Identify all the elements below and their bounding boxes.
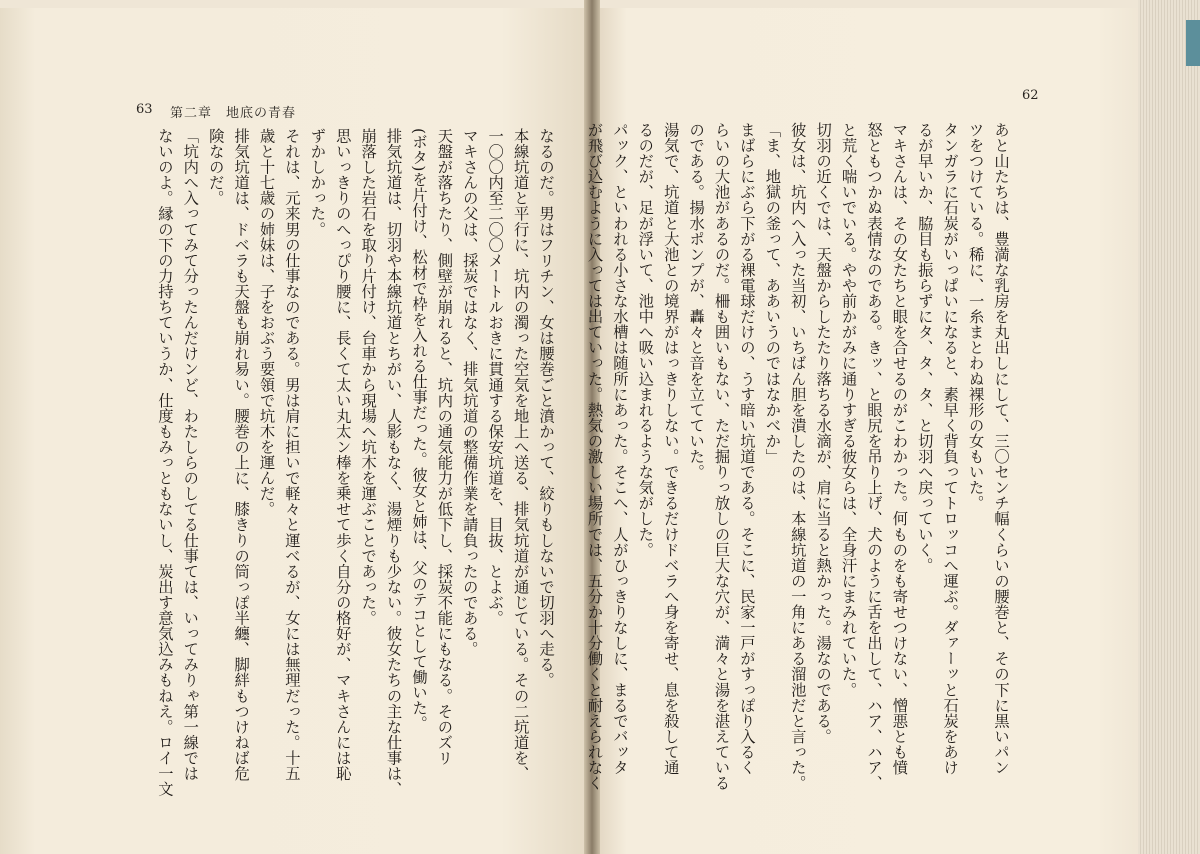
text-line: 天盤が落ちたり、側壁が崩れると、坑内の通気能力が低下し、採炭不能にもなる。そのズリ — [435, 128, 454, 766]
text-line: それは、元来男の仕事なのである。男は肩に担いで軽々と運べるが、女には無理だった。十五 — [282, 128, 301, 782]
text-line: るが早いか、脇目も振らずにタ、タ、タ、と切羽へ戻っていく。 — [915, 122, 934, 573]
text-line: 険なのだ。 — [206, 128, 225, 206]
text-line: 切羽の近くでは、天盤からしたたり落ちる水滴が、肩に当ると熱かった。湯なのである。 — [814, 122, 833, 744]
text-line: あと山たちは、豊満な乳房を丸出しにして、三〇センチ幅くらいの腰巻と、その下に黒いパン — [992, 122, 1010, 776]
text-line: 思いっきりのへっぴり腰に、長くて太い丸太ン棒を乗せて歩く自分の格好が、マキさんには恥 — [333, 128, 352, 782]
text-line: 本線坑道と平行に、坑内の濁った空気を地上へ送る、排気坑道が通じている。その二坑道を、 — [511, 128, 530, 782]
text-line: らいの大池があるのだ。柵も囲いもない、ただ掘りっ放しの巨大な穴が、満々と湯を湛えている — [712, 122, 731, 791]
text-line: 排気坑道は、ドベラも天盤も崩れ易い。腰巻の上に、膝きりの筒っぽ半纏、脚絆もつけねば危 — [232, 128, 251, 782]
text-line: ないのよ。縁の下の力持ちていうか、仕度もみっともないし、炭出す意気込みもねえ。ロイ一文 — [155, 128, 174, 797]
text-line: 怒ともつかぬ表情なのである。きッ、と眼尻を吊り上げ、犬のように舌を出して、ハア、ハア、 — [864, 122, 883, 791]
text-line: 「坑内へ入ってみて分ったんだけンど、わたしらのしてる仕事ては、いってみりゃ第一線では — [181, 128, 200, 782]
text-line: ツをつけている。稀に、一糸まとわぬ裸形の女もいた。 — [966, 122, 985, 511]
right-page-number: 62 — [1022, 88, 1039, 103]
text-line: (ボタ)を片付け、松材で枠を入れる仕事だった。彼女と姉は、父のテコとして働いた。 — [409, 128, 428, 732]
text-line: と荒く喘いでいる。やや前かがみに通りすぎる彼女らは、全身汗にまみれていた。 — [839, 122, 858, 698]
text-line: タンガラに石炭がいっぱいになると、素早く背負ってトロッコへ運ぶ。ダァーッと石炭をあけ — [941, 122, 960, 776]
text-line: 彼女は、坑内へ入った当初、いちばん胆を潰したのは、本線坑道の一角にある溜池だと言った。 — [788, 122, 807, 791]
text-line: 排気坑道は、切羽や本線坑道とちがい、人影もなく、湯煙りも少ない。彼女たちの主な仕事は、 — [384, 128, 403, 797]
text-line: 歳と十七歳の姉妹は、子をおぶう要領で坑木を運んだ。 — [257, 128, 276, 517]
text-line: ずかしかった。 — [308, 128, 327, 237]
text-line: が飛び込むように入っては出ていった。熱気の激しい場所では、五分か十分働くと耐えられなく — [585, 122, 604, 791]
fore-edge — [1138, 0, 1200, 854]
text-line: マキさんは、その女たちと眼を合せるのがこわかった。何ものをも寄せつけない、憎悪とも憤 — [890, 122, 909, 776]
left-page-text — [128, 128, 558, 828]
left-page-number: 63 — [136, 102, 153, 117]
text-line: のである。揚水ポンプが、轟々と音を立てていた。 — [687, 122, 706, 480]
running-title: 第二章 地底の青春 — [170, 106, 297, 121]
text-line: パック、といわれる小さな水槽は随所にあった。そこへ、人がひっきりなしに、まるでバッタ — [610, 122, 629, 776]
text-line: 「ま、地獄の釜って、ああいうのではなかべか」 — [763, 122, 782, 465]
text-line: 一〇〇内至二〇〇メートルおきに貫通する保安坑道を、目抜、とよぶ。 — [486, 128, 505, 626]
text-line: 崩落した岩石を取り片付け、台車から現場へ坑木を運ぶことであった。 — [359, 128, 378, 626]
text-line: まばらにぶら下がる裸電球だけの、うす暗い坑道である。そこに、民家一戸がすっぽり入るく — [737, 122, 756, 776]
text-line: なるのだ。男はフリチン、女は腰巻ごと濆かって、絞りもしないで切羽へ走る。 — [537, 128, 555, 688]
text-line: マキさんの父は、採炭ではなく、排気坑道の整備作業を請負ったのである。 — [460, 128, 479, 657]
text-line: るのだが、足が浮いて、池中へ吸い込まれるような気がした。 — [636, 122, 655, 558]
right-page-text — [585, 122, 1013, 822]
text-line: 湯気で、坑道と大池との境界がはっきりしない。できるだけドベラへ身を寄せ、息を殺して通 — [661, 122, 680, 776]
